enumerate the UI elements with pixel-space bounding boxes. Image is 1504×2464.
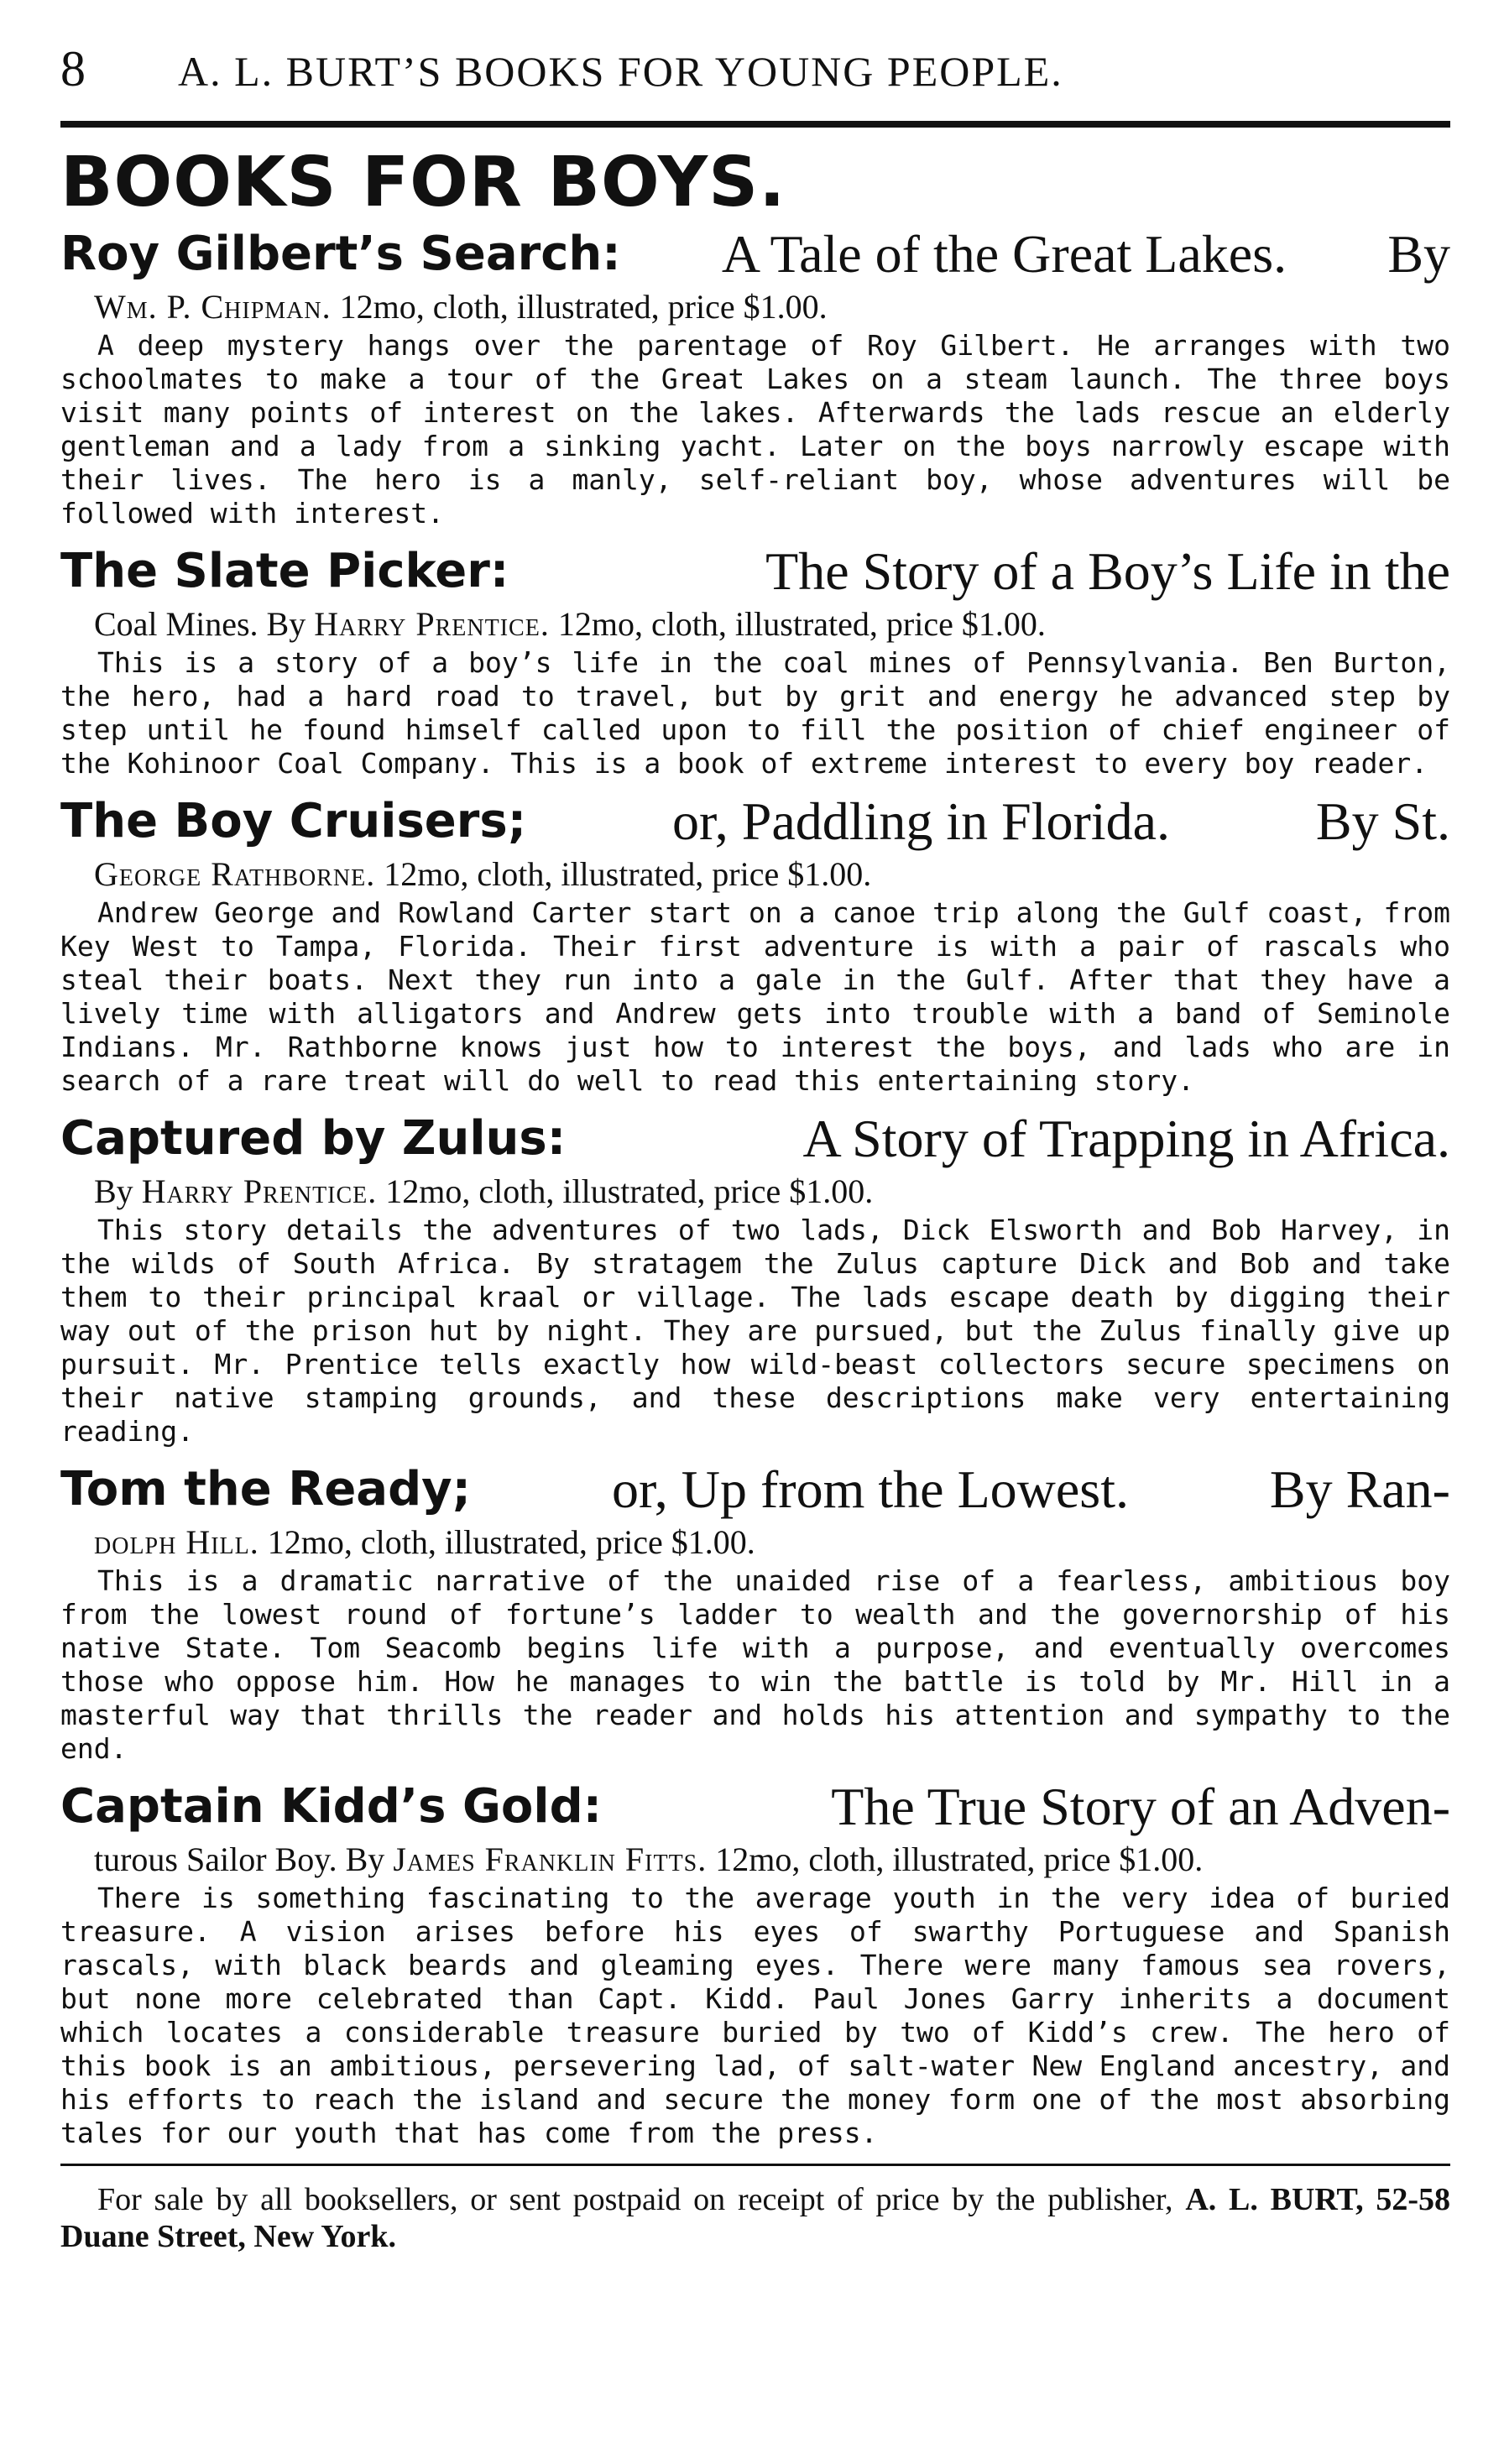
header-rule [60, 121, 1450, 128]
book-description: This story details the adventures of two lads, Dick Elsworth and Bob Harvey, in the wilds of South Africa. By stratagem the Zulus capture Dick and Bob and take them to their principal kraal or village. The lads escape death by digging their way out of the prison hut by night. They are pursued, but the Zulus finally give up pursuit. Mr. Prentice tells exactly how wild-beast collectors secure specimens on their native stamping grounds, and these descriptions make very entertaining reading. [60, 1214, 1450, 1448]
book-entry-boy-cruisers [60, 791, 1450, 1098]
book-title: Roy Gilbert’s Search: [60, 227, 621, 281]
book-title-line [60, 791, 1450, 853]
book-details [60, 289, 1450, 326]
book-description: This is a story of a boy’s life in the coal mines of Pennsylvania. Ben Burton, the hero, had a hard road to travel, but by grit and energy he advanced step by step until he found himself called upon to fill the position of chief engineer of the Kohinoor Coal Company. This is a book of extreme interest to every boy reader. [60, 646, 1450, 780]
book-title-line [60, 1776, 1450, 1838]
book-title-line [60, 1459, 1450, 1521]
book-description: There is something fascinating to the average youth in the very idea of buried treasure. A vision arises before his eyes of swarthy Portuguese and Spanish rascals, with black beards and gleaming eyes. There were many famous sea rovers, but none more celebrated than Capt. Kidd. Paul Jones Garry inherits a document which locates a considerable treasure buried by two of Kidd’s crew. The hero of this book is an ambitious, persevering lad, of salt-water New England ancestry, and his efforts to reach the island and secure the money form one of the most absorbing tales for our youth that has come from the press. [60, 1882, 1450, 2149]
book-title: Captured by Zulus: [60, 1111, 567, 1166]
book-author: George Rathborne. [94, 855, 376, 893]
book-description: A deep mystery hangs over the parentage of Roy Gilbert. He arranges with two schoolmates to make a tour of the Great Lakes on a steam launch. The three boys visit many points of interest on the lakes. Afterwards the lads rescue an elderly gentleman and a lady from a sinking yacht. Later on the boys narrowly escape with their lives. The hero is a manly, self-reliant boy, whose adventures will be followed with interest. [60, 329, 1450, 530]
book-entry-roy-gilbert [60, 223, 1450, 530]
page-number: 8 [60, 41, 86, 97]
book-format-price: 12mo, cloth, illustrated, price $1.00. [339, 288, 828, 326]
book-details [60, 1173, 1450, 1210]
footer [60, 2181, 1450, 2255]
book-author: Harry Prentice. [314, 605, 550, 643]
page [60, 40, 1450, 2255]
book-title: The Slate Picker: [60, 544, 509, 598]
section-heading: BOOKS FOR BOYS. [60, 143, 786, 222]
book-details [60, 856, 1450, 893]
book-format-price: 12mo, cloth, illustrated, price $1.00. [385, 1172, 874, 1210]
book-title-line [60, 223, 1450, 285]
book-format-price: 12mo, cloth, illustrated, price $1.00. [384, 855, 872, 893]
book-subtitle: or, Paddling in Florida. [672, 791, 1171, 851]
book-by: By [1387, 224, 1450, 284]
running-title: A. L. BURT’S BOOKS FOR YOUNG PEOPLE. [178, 48, 1063, 95]
book-by: By St. [1315, 791, 1450, 851]
book-title: Captain Kidd’s Gold: [60, 1779, 603, 1834]
book-details-prefix: Coal Mines. By [94, 605, 306, 643]
book-subtitle: or, Up from the Lowest. [612, 1459, 1129, 1519]
book-entry-captain-kidds-gold [60, 1776, 1450, 2150]
footer-text: For sale by all booksellers, or sent postpaid on receipt of price by the publisher, [97, 2182, 1173, 2217]
book-author: Wm. P. Chipman. [94, 288, 332, 326]
book-format-price: 12mo, cloth, illustrated, price $1.00. [715, 1840, 1204, 1878]
footer-publisher: A. L. BURT, 52-58 Duane Street, New York. [60, 2182, 1450, 2254]
book-details-prefix: By [94, 1172, 133, 1210]
book-details [60, 1524, 1450, 1561]
book-details [60, 606, 1450, 643]
book-author: James Franklin Fitts. [393, 1840, 708, 1878]
book-author: dolph Hill. [94, 1523, 259, 1561]
book-description: Andrew George and Rowland Carter start on a canoe trip along the Gulf coast, from Key West to Tampa, Florida. Their first adventure is with a pair of rascals who steal their boats. Next they run into a gale in the Gulf. After that they have a lively time with alligators and Andrew gets into trouble with a band of Seminole Indians. Mr. Rathborne knows just how to interest the boys, and lads who are in search of a rare treat will do well to read this entertaining story. [60, 896, 1450, 1097]
book-details [60, 1841, 1450, 1878]
book-author: Harry Prentice. [141, 1172, 378, 1210]
book-subtitle: A Tale of the Great Lakes. [721, 224, 1287, 284]
book-description: This is a dramatic narrative of the unaided rise of a fearless, ambitious boy from the lowest round of fortune’s ladder to wealth and the governorship of his native State. Tom Seacomb begins life with a purpose, and eventually overcomes those who oppose him. How he manages to win the battle is told by Mr. Hill in a masterful way that thrills the reader and holds his attention and sympathy to the end. [60, 1564, 1450, 1765]
book-subtitle: A Story of Trapping in Africa. [802, 1109, 1450, 1168]
book-format-price: 12mo, cloth, illustrated, price $1.00. [557, 605, 1046, 643]
book-title: Tom the Ready; [60, 1462, 472, 1517]
book-title: The Boy Cruisers; [60, 794, 527, 848]
book-title-line [60, 540, 1450, 603]
book-details-prefix: turous Sailor Boy. By [94, 1840, 385, 1878]
book-entry-captured-by-zulus [60, 1108, 1450, 1449]
book-subtitle: The True Story of an Adven- [831, 1777, 1450, 1836]
book-entry-slate-picker [60, 540, 1450, 780]
book-format-price: 12mo, cloth, illustrated, price $1.00. [267, 1523, 755, 1561]
book-title-line [60, 1108, 1450, 1170]
book-entry-tom-the-ready [60, 1459, 1450, 1766]
running-head [60, 40, 1450, 111]
book-by: By Ran- [1269, 1459, 1450, 1519]
book-subtitle: The Story of a Boy’s Life in the [765, 541, 1450, 601]
footer-rule [60, 2164, 1450, 2166]
